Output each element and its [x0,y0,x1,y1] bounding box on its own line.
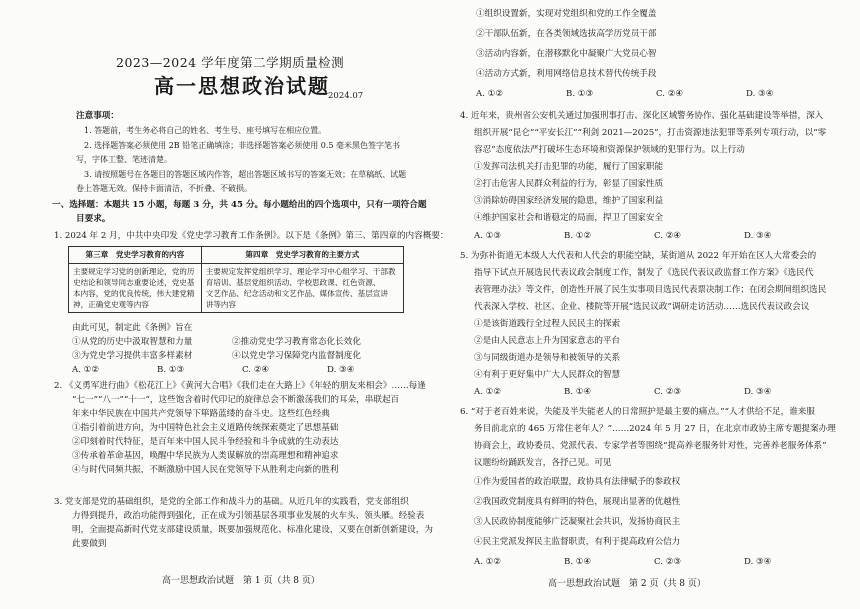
table-cell: 主要规定学习党的创新理论，党的历 史结论和领导同志重要论述，党史基 本内容，党的优良传统，伟大建党精 神，正确党史观等内容 [69,264,202,313]
q2-option: ②印刻着时代特征，是百年来中国人民斗争经验和斗争成就的生动表达 [72,437,339,447]
q5-option: ④有利于更好集中广大人民群众的智慧 [474,370,621,380]
q4-choice: C. ②④ [654,231,682,241]
q2-option: ③传承着革命基因，唤醒中华民族为人类谋解放的崇高理想和精神追求 [72,451,339,461]
table-header: 第四章 党史学习教育的主要方式 [201,247,403,264]
q3-choice: B. ①③ [566,89,594,99]
q4-line: 组织开展“昆仑”“平安长江”“利剑 2021—2025”，打击资源违法犯罪等系列专项行动，以“零 [474,128,827,138]
q1-option: ①从党的历史中汲取智慧和力量 [72,337,193,347]
q1-option: ④以党史学习保障党内监督制度化 [232,351,361,361]
q2-line: 2. 《义勇军进行曲》《松花江上》《黄河大合唱》《我们走在大路上》《年轻的朋友来相会》……每逢 [54,381,426,391]
notice-line: 3. 请按照题号在各题目的答题区域内作答，超出答题区域书写的答案无效；在草稿纸、试题 [84,170,407,179]
q5-choice: A. ①② [474,387,502,397]
page-1 [52,0,449,609]
page-footer: 高一思想政治试题 第 2 页（共 8 页） [548,579,706,589]
q4-choice: B. ①② [564,231,592,241]
q3-line: 3. 党支部是党的基础组织，是党的全部工作和战斗力的基础。从近几年的实践看，党支部组织 [54,497,409,507]
q3-choice: D. ③④ [746,89,774,99]
q5-option: ②是由人民意志上升为国家意志的平台 [474,336,621,346]
q4-line: 容忍”态度依法严打破坏生态环境和资源保护领域的犯罪行为。以上行动 [474,145,745,155]
q3-line: 此要做到 [72,539,107,549]
q3-line: 明，全面提高新时代党支部建设质量，既要加强规范化、标准化建设，又要在创新创新建设，为 [72,525,433,535]
q1-choice: C. ②④ [242,365,270,375]
notice-line: 卷上答题无效。保持卡面清洁，不折叠、不破损。 [76,184,252,193]
q6-choice: B. ①④ [564,557,592,567]
q4-option: ②打击危害人民群众利益的行为，彰显了国家性质 [474,179,664,189]
notice-line: 1. 答题前，考生务必将自己的姓名、考生号、座号填写在相应位置。 [84,126,327,135]
q5-choice: C. ②③ [654,387,682,397]
q1-option: ②推动党史学习教育常态化长效化 [232,337,361,347]
q5-line: 表管理办法》等文件，创造性开展了民生实事项目选民代表票决制工作；在闭会期间组织选民 [474,285,827,295]
q5-choice: D. ③④ [744,387,772,397]
q4-option: ③消除妨碍国家经济发展的隐患，维护了国家利益 [474,196,664,206]
page-title: 高一思想政治试题 [154,74,330,98]
q6-option: ②我国政党制度具有鲜明的特色，展现出显著的优越性 [474,497,681,507]
q5-choice: B. ①④ [564,387,592,397]
q1-lead: 由此可见，制定此《条例》旨在 [72,323,193,333]
q1-choice: B. ①③ [157,365,185,375]
q5-option: ③与同级街道办是领导和被领导的关系 [474,353,621,363]
q5-option: ①是该街道践行全过程人民民主的探索 [474,319,621,329]
q1-stem: 1. 2024 年 2 月，中共中央印发《党史学习教育工作条例》。以下是《条例》第三、第四章的内容概要： [54,231,449,241]
q2-option: ①指引着前进方向，为中国特色社会主义道路传统探索奠定了思想基础 [72,423,339,433]
q5-line: 代表深入学校、社区、企业、楼院等开展“选民议政”调研走访活动……选民代表议政会议 [474,302,810,312]
q2-line: 年来中华民族在中国共产党领导下筚路蓝缕的奋斗史。这些红色经典 [72,409,330,419]
section-heading: 一、选择题：本题共 15 小题，每题 3 分，共 45 分。每小题给出的四个选项中，只有一项符合题 [52,200,427,210]
q6-choice: C. ②③ [654,557,682,567]
q6-choice: A. ①② [474,557,502,567]
q3-option: ③活动内容新，在潜移默化中凝聚广大党员心智 [476,49,657,59]
q1-table [68,246,404,313]
q1-choice: A. ①② [72,365,100,375]
notice-heading: 注意事项： [76,111,119,121]
q5-line: 5. 为弥补街道无本级人大代表和人代会的职能空缺，某街道从 2022 年开始在区人大常委会的 [460,251,817,261]
q1-choice: D. ③④ [327,365,355,375]
notice-line: 写，字体工整、笔迹清楚。 [76,155,172,164]
q3-choice: A. ①② [476,89,504,99]
q3-option: ①组织设置新，实现对党组织和党的工作全覆盖 [476,9,657,19]
q5-line: 指导下试点开展选民代表议政会制度工作，制发了《选民代表议政监督工作方案》《选民代 [474,268,814,278]
q6-option: ③人民政协制度能够广泛凝聚社会共识，发扬协商民主 [474,517,681,527]
section-heading-cont: 目要求。 [76,214,111,224]
exam-header: 2023—2024 学年度第二学期质量检测 [116,55,345,70]
q3-line: 力得到提升，政治功能得到强化，正在成为引领基层各项事业发展的火车头、领头雁。经验表 [72,511,425,521]
q3-option: ②干部队伍新，在各类领域选拔高学历党员干部 [476,29,657,39]
q3-option: ④活动方式新，利用网络信息技术替代传统手段 [476,69,657,79]
q6-line: 6. “对于老百姓来说，失能及半失能老人的日常照护是最主要的痛点。”“人才供给不足，谁来服 [460,407,815,417]
page-footer: 高一思想政治试题 第 1 页（共 8 页） [162,576,320,586]
q6-line: 协商会上，政协委员、党派代表、专家学者等围绕“提高养老服务针对性，完善养老服务体系” [474,441,827,451]
q6-line: 务目前北京的 465 万常住老年人？”……2024 年 5 月 27 日，在北京市政协主席专题提案办理 [474,424,836,434]
q2-line: “七一”“八一”“十一”，这些饱含着时代印记的旋律总会不断激荡我们的耳朵，串联起百 [72,395,400,405]
page-2 [460,0,836,609]
q6-choice: D. ③④ [744,557,772,567]
q4-option: ④维护国家社会和谐稳定的局面，捍卫了国家安全 [474,213,664,223]
q3-choice: C. ②④ [656,89,684,99]
q4-option: ①发挥司法机关打击犯罪的功能，履行了国家职能 [474,162,664,172]
q4-choice: A. ①③ [474,231,502,241]
exam-date: 2024.07 [328,91,364,101]
q2-option: ④与时代同频共振，不断激励中国人民在党领导下从胜利走向新的胜利 [72,465,339,475]
table-header: 第三章 党史学习教育的内容 [69,247,202,264]
q4-line: 4. 近年来，贵州省公安机关通过加强刑事打击、深化区域警务协作、强化基础建设等举措，深入 [460,111,824,121]
q6-line: 议题纷纷踊跃发言，各抒己见。可见 [474,458,612,468]
q4-choice: D. ③④ [744,231,772,241]
q1-option: ③为党史学习提供丰富多样素材 [72,351,193,361]
q6-option: ①作为爱国者的政治联盟，政协具有法律赋予的参政权 [474,477,681,487]
q6-option: ④民主党派发挥民主监督职责，有利于提高政府公信力 [474,537,681,547]
table-cell: 主要规定发挥党组织学习、理论学习中心组学习、干部教 育培训、基层党组织活动、学校思政课、红色资源、 文艺作品、纪念活动和文艺作品、媒体宣传、基层宣讲 讲等内容 [201,264,403,313]
notice-line: 2. 选择题答案必须使用 2B 铅笔正确填涂；非选择题答案必须使用 0.5 毫米黑色签字笔书 [84,141,401,150]
